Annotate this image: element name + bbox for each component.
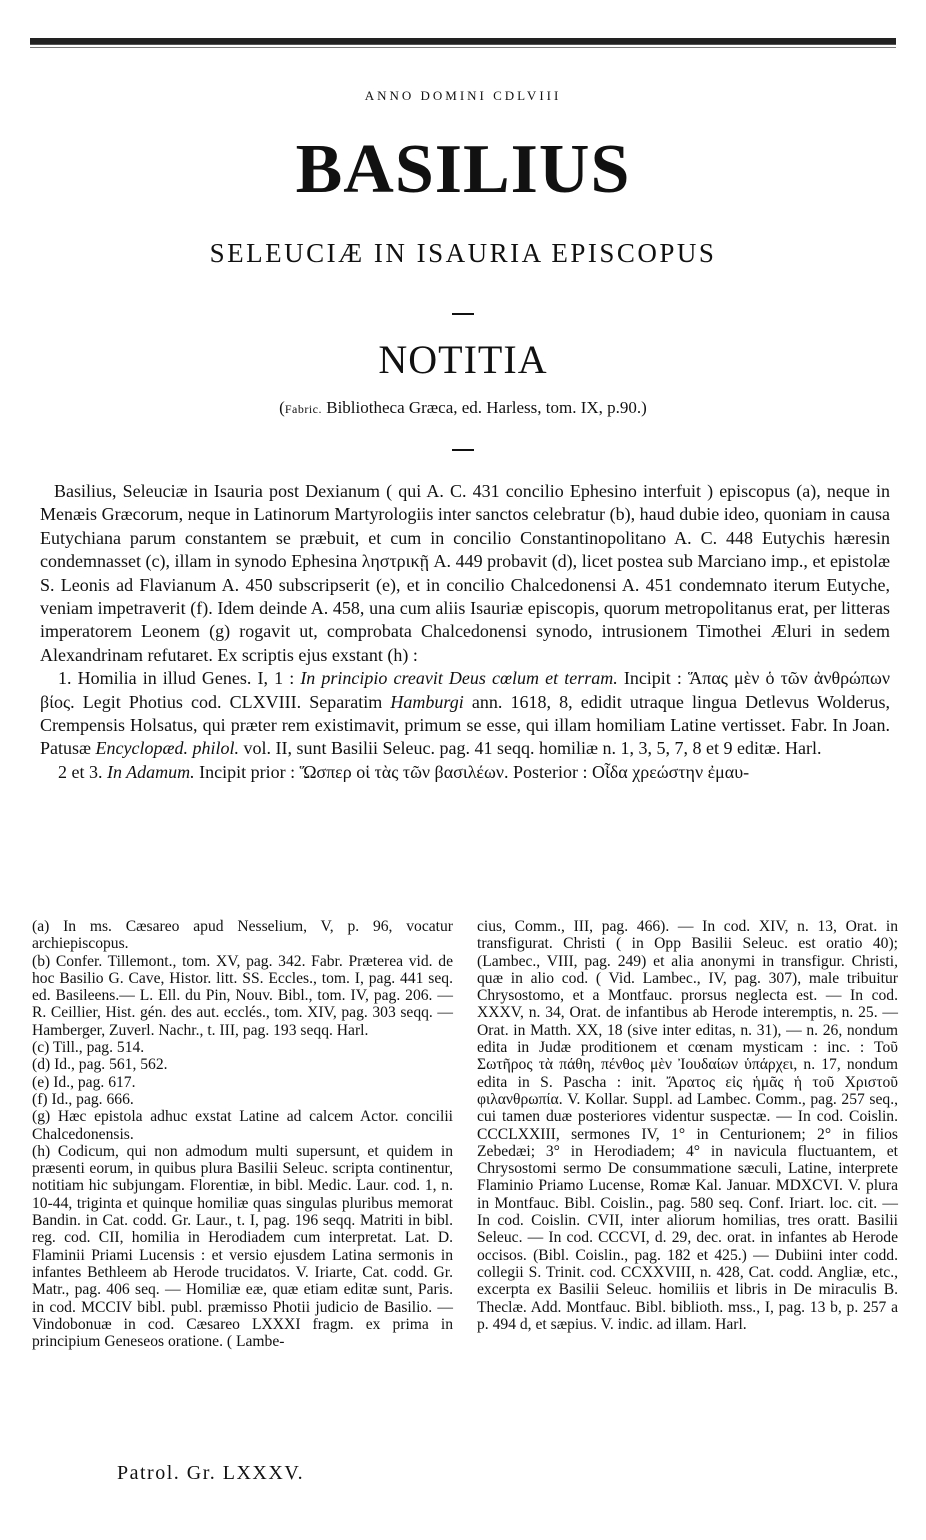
item-1 [40,667,890,761]
item-1-text-c: ann. 1618, 8, edidit utraque lingua Detlevus Wolderus, Crempensis Holsatus, qui præter rem existimavit, primum se esse, qui illam homiliam Latine vertisset. Fabr. In Joan. Patusæ [40,691,890,759]
top-border-hairline [30,47,896,48]
main-text [40,480,890,784]
footnote: (h) Codicum, qui non admodum multi supersunt, et quidem in præsenti eorum, in quibus plura Basilii Seleuc. scripta continentur, notitiam hic subjungam. Florentiæ, in bibl. Medic. Laur. cod. 1, n. 10-44, triginta et quinque homiliæ quas singulas pluribus memorat Bandin. in Cat. codd. Gr. Laur., t. I, pag. 196 seqq. Matriti in bibl. reg. cod. CII, homilia in Herodiadem cum interpretat. Lat. D. Flaminii Priami Lucensis : et versio ejusdem Latina sermonis in infantes Bethleem ab Herode trucidatos. V. Iriarte, Cat. codd. Gr. Matr., pag. 406 seq. — Homiliæ eæ, quæ etiam editæ sunt, Paris. in cod. MCCIV bibl. publ. præmisso Photii judicio de Basilio. — Vindobonuæ in cod. Cæsareo LXXXI fragm. ex prima in principium Geneseos oratione. ( Lambe- [32,1142,453,1351]
footnote: (e) Id., pag. 617. [32,1073,136,1091]
item-1-text-a: 1. Homilia in illud Genes. I, 1 : [58,668,301,689]
source-rest: Bibliotheca Græca, ed. Harless, tom. IX, p.90.) [322,398,647,417]
item-2-text-a: 2 et 3. [58,761,107,782]
source-citation [0,398,926,418]
footnote: (b) Confer. Tillemont., tom. XV, pag. 342. Fabr. Præterea vid. de hoc Basilio G. Cave, Histor. litt. SS. Eccles., tom. I, pag. 441 seq. ed. Basileens.— L. Ell. du Pin, Nouv. Bibl., tom. IV, pag. 206. — R. Ceillier, Hist. gén. des aut. ecclés., tom. XIV, pag. 303 seqq. — Hamberger, Zuverl. Nachr., t. III, pag. 193 seqq. Harl. [32,952,453,1039]
footnote: (d) Id., pag. 561, 562. [32,1056,168,1074]
source-open: ( [279,398,285,417]
item-2-text-b: Incipit prior : Ὥσπερ οἱ τὰς τῶν βασιλέων. Posterior : Οἶδα χρεώστην ἐμαυ- [194,761,750,782]
footnotes-right-column [477,918,898,1333]
intro-paragraph: Basilius, Seleuciæ in Isauria post Dexianum ( qui A. C. 431 concilio Ephesino interfuit ) episcopus (a), neque in Menæis Græcorum, neque in Latinorum Martyrologiis inter sanctos celebratur (b), haud dubie ideo, quoniam in causa Eutychiana parum constantem se præbuit, et cum in concilio Constantinopolitano A. C. 448 Eutychis hæresin condemnasset (c), illam in synodo Ephesina ληστρικῇ A. 449 probavit (d), licet postea sub Marciano imp., et epistolæ S. Leonis ad Flavianum A. 450 subscripserit (e), et in concilio Chalcedonensi A. 451 condemnato iterum Eutyche, veniam impetraverit (f). Idem deinde A. 458, una cum aliis Isauriæ episcopis, quorum metropolitanus erat, per litteras imperatorem Leonem (g) rogavit ut, comprobata Chalcedonensi synodo, intrusionem Timothei Æluri in sedem Alexandrinam refutaret. Ex scriptis ejus exstant (h) : [40,481,890,665]
item-1-incipit: In principio creavit Deus cœlum et terram. [300,668,618,689]
item-1-work: Encyclopæd. philol. [95,738,239,759]
page-subtitle: SELEUCIÆ IN ISAURIA EPISCOPUS [209,238,717,268]
footnote: (a) In ms. Cæsareo apud Nesselium, V, p. 96, vocatur archiepiscopus. [32,918,453,953]
item-2 [40,761,890,784]
page-title: BASILIUS [295,131,631,208]
footnotes-left-column [32,918,453,1350]
footnote: (c) Till., pag. 514. [32,1039,145,1057]
divider-rule-2 [452,449,474,451]
source-author: Fabric. [284,402,322,416]
divider-rule [452,313,474,315]
item-1-text-b: Incipit : Ἅπας μὲν ὁ τῶν ἀνθρώπων βίος. Legit Photius cod. CLXVIII. Separatim [40,668,890,712]
top-border-rule [30,38,896,45]
item-1-text-d: vol. II, sunt Basilii Seleuc. pag. 41 seqq. homiliæ n. 1, 3, 5, 7, 8 et 9 editæ. Harl. [239,738,822,759]
running-head: ANNO DOMINI CDLVIII [364,88,562,103]
item-1-place: Hamburgi [390,691,464,712]
footnote: (g) Hæc epistola adhuc exstat Latine ad calcem Actor. concilii Chalcedonensis. [32,1108,453,1143]
footnote: (f) Id., pag. 666. [32,1090,134,1108]
page-footer: Patrol. Gr. LXXXV. [117,1462,305,1484]
section-heading: NOTITIA [378,337,548,382]
item-2-title: In Adamum. [107,761,195,782]
footnote-continuation: cius, Comm., III, pag. 466). — In cod. XIV, n. 13, Orat. in transfigurat. Christi ( in Opp Basilii Seleuc. est oratio 40); (Lambec., VIII, pag. 249) et alia anonymi in transfigur. Christi, quæ in alio cod. ( Vid. Lambec., IV, pag. 307), male tribuitur Chrysostomo, et a Montfauc. prorsus neglecta est. — In cod. XXXV, n. 34, Orat. de infantibus ab Herode interemptis, n. 25. — Orat. in Matth. XX, 18 (sive inter editas, n. 31), — n. 26, nondum edita in Judæ proditionem et cœnam mysticam : inc. : Τοῦ Σωτῆρος τὰ πάθη, πένθος μὲν Ἰουδαίων ὑπάρχει, n. 17, nondum edita in S. Pascha : init. Ἄρατος εἰς ἡμᾶς ἡ τοῦ Χριστοῦ φιλανθρωπία. V. Kollar. Suppl. ad Lambec. Comm., pag. 257 seq., cui tamen duæ posteriores videntur suspectæ. — In cod. Coislin. CCCLXXIII, sermones IV, 1° in Centurionem; 2° in filios Zebedæi; 3° in Herodiadem; 4° in navicula fluctuantem, et Chrysostomi sermo De consummatione sæculi, Latine, interprete Flaminio Priamo Lucense, Romæ Kal. Januar. MDXCVI. V. plura in Montfauc. Bibl. Coislin., pag. 580 seq. Conf. Iriart. loc. cit. — In cod. Coislin. CVII, inter aliorum homilias, tres oratt. Basilii Seleuc. — In cod. CCCVI, d. 29, dec. orat. in infantes ab Herode occisos. (Bibl. Coislin., pag. 182 et 425.) — Dubiini inter codd. collegii S. Trinit. cod. CCXXVIII, n. 428, Cat. codd. Angliæ, etc., excerpta ex Basilii Seleuc. homiliis et libris in De miraculis B. Theclæ. Add. Montfauc. Bibl. biblioth. mss., I, pag. 13 b, p. 257 a p. 494 d, et sæpius. V. indic. ad illam. Harl. [477,918,898,1333]
